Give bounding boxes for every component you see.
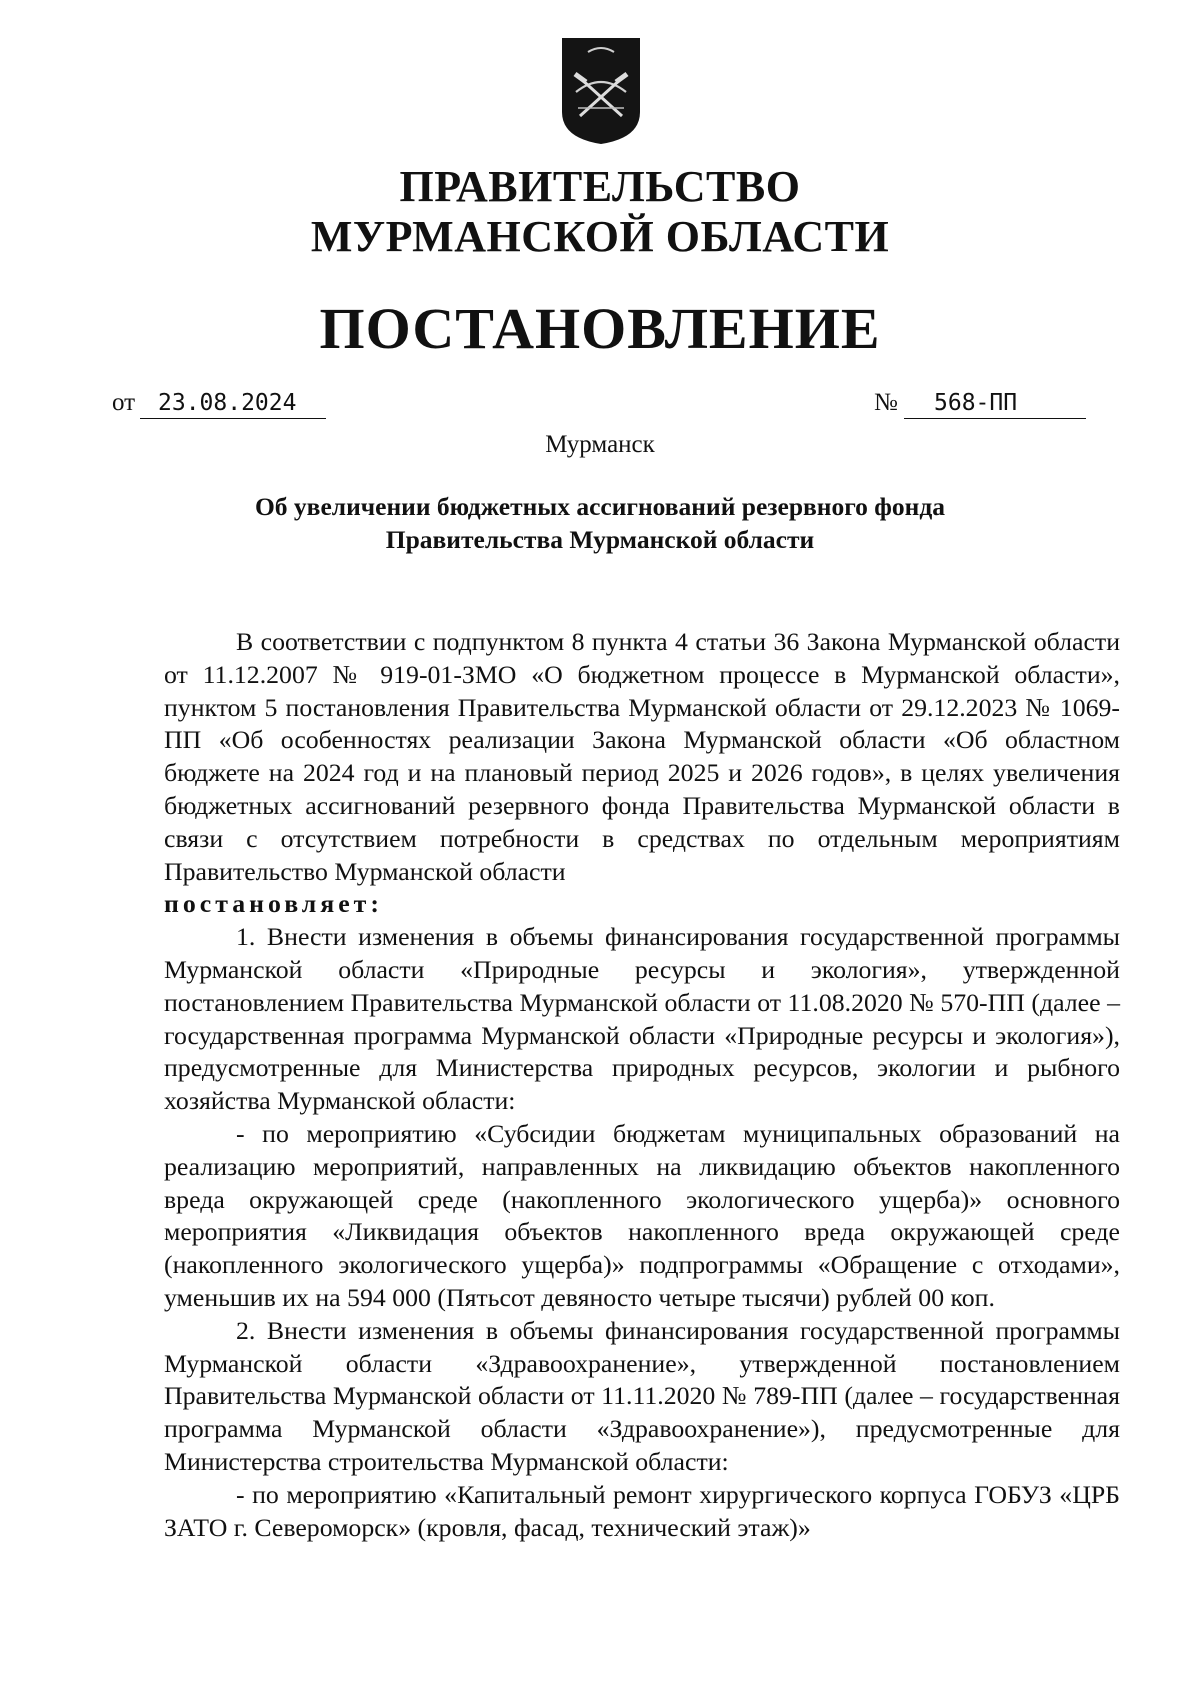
subject-line2: Правительства Мурманской области (385, 525, 815, 554)
preamble-paragraph: В соответствии с подпунктом 8 пункта 4 статьи 36 Закона Мурманской области от 11.12.2007 № 919-01-ЗМО «О бюджетном процессе в Мурманской области», пунктом 5 постановления Правительства Мурманской области от 29.12.2023 № 1069-ПП «Об особенностях реализации Закона Мурманской области «Об областном бюджете на 2024 год и на плановый период 2025 и 2026 годов», в целях увеличения бюджетных ассигнований резервного фонда Правительства Мурманской области в связи с отсутствием потребности в средствах по отдельным мероприятиям Правительство Мурманской области (164, 627, 1120, 886)
date-prefix: от (112, 389, 136, 416)
number-sign: № (874, 389, 898, 416)
city-name: Мурманск (545, 431, 655, 458)
item-1-subparagraph: - по мероприятию «Субсидии бюджетам муниципальных образований на реализацию мероприятий, направленных на ликвидацию объектов накопленного вреда окружающей среде (накопленного экологического ущерба)» основного мероприятия «Ликвидация объектов накопленного вреда окружающей среде (накопленного экологического ущерба)» подпрограммы «Обращение с отходами», уменьшив их на 594 000 (Пятьсот девяносто четыре тысячи) рублей 00 коп. (164, 1118, 1120, 1312)
document-subject (200, 490, 1000, 556)
shield-icon (558, 34, 644, 146)
subject-line1: Об увеличении бюджетных ассигнований резервного фонда (254, 492, 946, 521)
item-2-paragraph: 2. Внести изменения в объемы финансирования государственной программы Мурманской области «Здравоохранение», утвержденной постановлением Правительства Мурманской области от 11.11.2020 № 789-ПП (далее – государственная программа Мурманской области «Здравоохранение»), предусмотренные для Министерства строительства Мурманской области: (164, 1315, 1120, 1476)
item-1-paragraph: 1. Внести изменения в объемы финансирования государственной программы Мурманской области «Природные ресурсы и экология», утвержденной постановлением Правительства Мурманской области от 11.08.2020 № 570-ПП (далее – государственная программа Мурманской области «Природные ресурсы и экология»), предусмотренные для Министерства природных ресурсов, экологии и рыбного хозяйства Мурманской области: (164, 922, 1120, 1116)
resolution-keyword: постановляет: (164, 889, 383, 919)
coat-of-arms-emblem (558, 34, 644, 146)
item-2-subparagraph: - по мероприятию «Капитальный ремонт хирургического корпуса ГОБУЗ «ЦРБ ЗАТО г. Североморск» (кровля, фасад, технический этаж)» (164, 1479, 1120, 1542)
document-body (164, 626, 1120, 1544)
org-name-line2: МУРМАНСКОЙ ОБЛАСТИ (310, 212, 890, 261)
document-number: 568-ПП (904, 386, 1086, 419)
document-date: 23.08.2024 (140, 386, 326, 419)
org-name-line1: ПРАВИТЕЛЬСТВО (399, 162, 801, 211)
document-type-title: ПОСТАНОВЛЕНИЕ (319, 296, 881, 361)
